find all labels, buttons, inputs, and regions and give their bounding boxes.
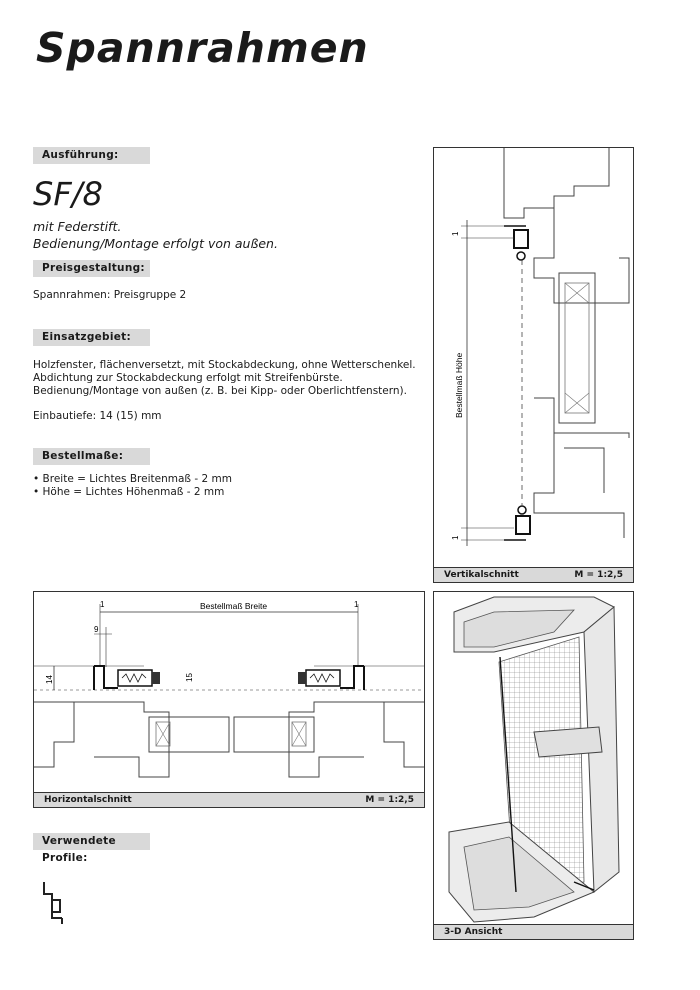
section-label-profile: Verwendete Profile: (33, 833, 150, 850)
usage-line-3: Bedienung/Montage von außen (z. B. bei Kipp- oder Oberlichtfenstern). (33, 385, 407, 397)
section-label-preis: Preisgestaltung: (33, 260, 150, 277)
dim-left-label: 1 (100, 600, 105, 609)
section-label-einsatz: Einsatzgebiet: (33, 329, 150, 346)
horizontal-scale: M = 1:2,5 (365, 795, 414, 805)
price-group-text: Spannrahmen: Preisgruppe 2 (33, 289, 187, 301)
vertical-section-caption (434, 567, 633, 582)
section-label-bestell: Bestellmaße: (33, 448, 150, 465)
page-title: Spannrahmen (36, 24, 369, 72)
dim-bottom-label: 1 (451, 535, 460, 540)
order-height: • Höhe = Lichtes Höhenmaß - 2 mm (33, 486, 225, 498)
horizontal-section-panel (33, 591, 425, 808)
vertical-caption-text: Vertikalschnitt (444, 570, 519, 580)
dim-width-label: Bestellmaß Breite (200, 601, 268, 611)
vertical-section-drawing (434, 148, 634, 568)
dim-9-label: 9 (94, 625, 99, 634)
usage-line-2: Abdichtung zur Stockabdeckung erfolgt mit Streifenbürste. (33, 372, 343, 384)
dim-top-label: 1 (451, 231, 460, 236)
installation-depth: Einbautiefe: 14 (15) mm (33, 410, 162, 422)
dim-height-label: Bestellmaß Höhe (454, 352, 464, 418)
dim-14-label: 14 (45, 675, 54, 684)
3d-view-caption (434, 924, 633, 939)
usage-line-1: Holzfenster, flächenversetzt, mit Stockabdeckung, ohne Wetterschenkel. (33, 359, 416, 371)
feature-line-1: mit Federstift. (33, 219, 122, 234)
dim-right-label: 1 (354, 600, 359, 609)
3d-view-drawing (434, 592, 634, 925)
order-width: • Breite = Lichtes Breitenmaß - 2 mm (33, 473, 232, 485)
horizontal-caption-text: Horizontalschnitt (44, 795, 132, 805)
feature-line-2: Bedienung/Montage erfolgt von außen. (33, 236, 278, 251)
3d-caption-text: 3-D Ansicht (444, 927, 503, 937)
horizontal-section-drawing (34, 592, 425, 793)
profile-icon (38, 878, 78, 928)
dim-15-label: 15 (185, 673, 194, 682)
horizontal-section-caption (34, 792, 424, 807)
3d-view-panel (433, 591, 634, 940)
model-code: SF/8 (33, 175, 103, 213)
vertical-scale: M = 1:2,5 (574, 570, 623, 580)
vertical-section-panel (433, 147, 634, 583)
section-label-ausfuehrung: Ausführung: (33, 147, 150, 164)
